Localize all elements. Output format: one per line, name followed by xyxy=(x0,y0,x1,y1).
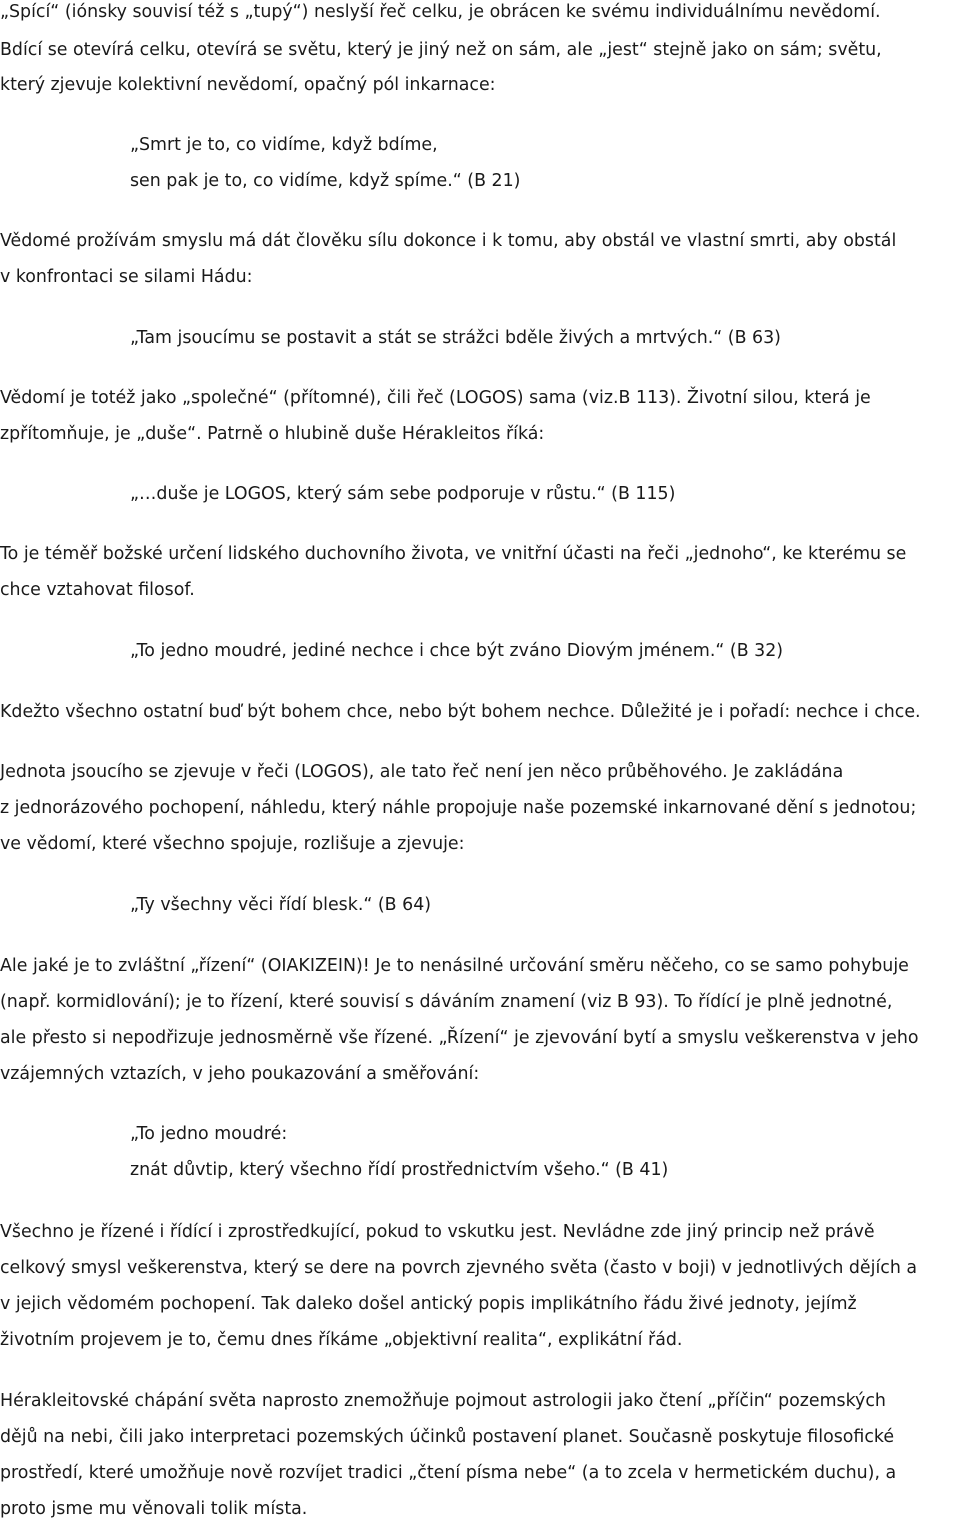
text-line: Bdící se otevírá celku, otevírá se světu, který je jiný než on sám, ale „jest“ stejně jako on sám; světu, xyxy=(0,40,882,60)
text-line: Hérakleitovské chápání světa naprosto znemožňuje pojmout astrologii jako čtení „příčin“ pozemských xyxy=(0,1391,886,1411)
text-line: Vědomé prožívám smyslu má dát člověku sílu dokonce i k tomu, aby obstál ve vlastní smrti, aby obstál xyxy=(0,231,897,251)
text-line: celkový smysl veškerenstva, který se dere na povrch zjevného světa (často v boji) v jednotlivých dějích a xyxy=(0,1258,918,1278)
text-line: dějů na nebi, čili jako interpretaci pozemských účinků postavení planet. Současně poskytuje filosofické xyxy=(0,1427,895,1447)
text-line: prostředí, které umožňuje nově rozvíjet tradici „čtení písma nebe“ (a to zcela v hermetickém duchu), a xyxy=(0,1463,897,1483)
quote-line: sen pak je to, co vidíme, když spíme.“ (B 21) xyxy=(130,171,521,191)
text-line: ve vědomí, které všechno spojuje, rozlišuje a zjevuje: xyxy=(0,834,465,854)
text-line: z jednorázového pochopení, náhledu, který náhle propojuje naše pozemské inkarnované dění s jednotou; xyxy=(0,798,917,818)
text-line: který zjevuje kolektivní nevědomí, opačný pól inkarnace: xyxy=(0,75,496,95)
text-line: (např. kormidlování); je to řízení, které souvisí s dáváním znamení (viz B 93). To řídící je plně jednotné, xyxy=(0,992,893,1012)
text-line: To je téměř božské určení lidského duchovního života, ve vnitřní účasti na řeči „jednoho“, ke kterému se xyxy=(0,544,907,564)
text-line: Vědomí je totéž jako „společné“ (přítomné), čili řeč (LOGOS) sama (viz.B 113). Životní silou, která je xyxy=(0,388,871,408)
text-line: proto jsme mu věnovali tolik místa. xyxy=(0,1499,308,1519)
text-line: Jednota jsoucího se zjevuje v řeči (LOGOS), ale tato řeč není jen něco průběhového. Je zakládána xyxy=(0,762,844,782)
text-line: Ale jaké je to zvláštní „řízení“ (OIAKIZEIN)! Je to nenásilné určování směru něčeho, co se samo pohybuje xyxy=(0,956,909,976)
quote-line: „Smrt je to, co vidíme, když bdíme, xyxy=(130,135,438,155)
text-line: životním projevem je to, čemu dnes říkáme „objektivní realita“, explikátní řád. xyxy=(0,1330,683,1350)
quote-line: znát důvtip, který všechno řídí prostřednictvím všeho.“ (B 41) xyxy=(130,1160,669,1180)
text-line: Kdežto všechno ostatní buď být bohem chce, nebo být bohem nechce. Důležité je i pořadí: nechce i chce. xyxy=(0,702,921,722)
quote-line: „To jedno moudré, jediné nechce i chce být zváno Diovým jménem.“ (B 32) xyxy=(130,641,784,661)
text-line: ale přesto si nepodřizuje jednosměrně vše řízené. „Řízení“ je zjevování bytí a smyslu veškerenstva v jeho xyxy=(0,1028,919,1048)
text-line: chce vztahovat filosof. xyxy=(0,580,195,600)
text-line: Všechno je řízené i řídící i zprostředkující, pokud to vskutku jest. Nevládne zde jiný princip než právě xyxy=(0,1222,875,1242)
quote-line: „To jedno moudré: xyxy=(130,1124,288,1144)
text-line: v konfrontaci se silami Hádu: xyxy=(0,267,253,287)
text-line: „Spící“ (iónsky souvisí též s „tupý“) neslyší řeč celku, je obrácen ke svému individuálnímu nevědomí. xyxy=(0,2,881,22)
quote-line: „Ty všechny věci řídí blesk.“ (B 64) xyxy=(130,895,432,915)
text-line: v jejich vědomém pochopení. Tak daleko došel antický popis implikátního řádu živé jednoty, jejímž xyxy=(0,1294,857,1314)
text-line: vzájemných vztazích, v jeho poukazování a směřování: xyxy=(0,1064,480,1084)
quote-line: „…duše je LOGOS, který sám sebe podporuje v růstu.“ (B 115) xyxy=(130,484,676,504)
quote-line: „Tam jsoucímu se postavit a stát se strážci bděle živých a mrtvých.“ (B 63) xyxy=(130,328,781,348)
text-line: zpřítomňuje, je „duše“. Patrně o hlubině duše Hérakleitos říká: xyxy=(0,424,545,444)
